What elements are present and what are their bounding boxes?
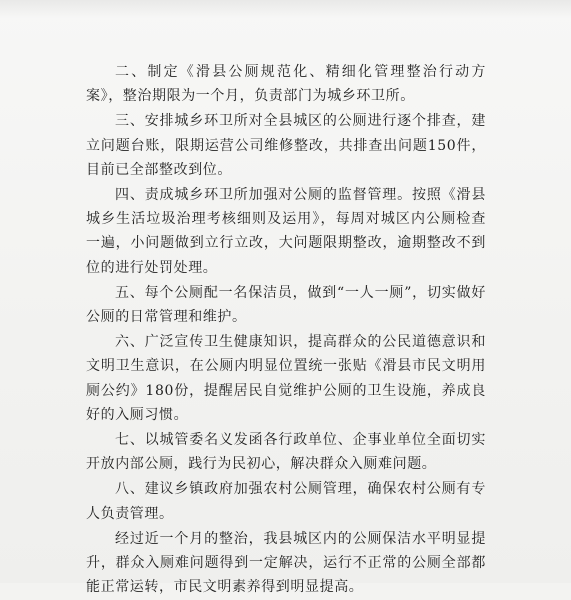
paragraph-8: 八、建议乡镇政府加强农村公厕管理，确保农村公厕有专人负责管理。	[86, 481, 486, 522]
page-edge-shadow	[0, 0, 571, 18]
paragraph-7: 七、以城管委名义发函各行政单位、企事业单位全面切实开放内部公厕，践行为民初心，解决群众入厕难问题。	[86, 432, 486, 473]
paragraph-4: 四、责成城乡环卫所加强对公厕的监督管理。按照《滑县城乡生活垃圾治理考核细则及运用》，每周对城区内公厕检查一遍，小问题做到立行立改，大问题限期整改，逾期整改不到位的进行处罚处理。	[86, 187, 486, 276]
paragraph-2: 二、制定《滑县公厕规范化、精细化管理整治行动方案》，整治期限为一个月，负责部门为城乡环卫所。	[86, 64, 486, 105]
paragraph-6: 六、广泛宣传卫生健康知识，提高群众的公民道德意识和文明卫生意识，在公厕内明显位置统一张贴《滑县市民文明用厕公约》180份，提醒居民自觉维护公厕的卫生设施，养成良好的入厕习惯。	[86, 334, 486, 423]
document-body	[86, 60, 486, 600]
paragraph-3: 三、安排城乡环卫所对全县城区的公厕进行逐个排查，建立问题台账，限期运营公司维修整改，共排查出问题150件，目前已全部整改到位。	[86, 113, 486, 178]
paragraph-summary: 经过近一个月的整治，我县城区内的公厕保洁水平明显提升，群众入厕难问题得到一定解决，运行不正常的公厕全部都能正常运转，市民文明素养得到明显提高。	[86, 530, 486, 596]
paragraph-5: 五、每个公厕配一名保洁员，做到“一人一厕”，切实做好公厕的日常管理和维护。	[86, 284, 486, 326]
